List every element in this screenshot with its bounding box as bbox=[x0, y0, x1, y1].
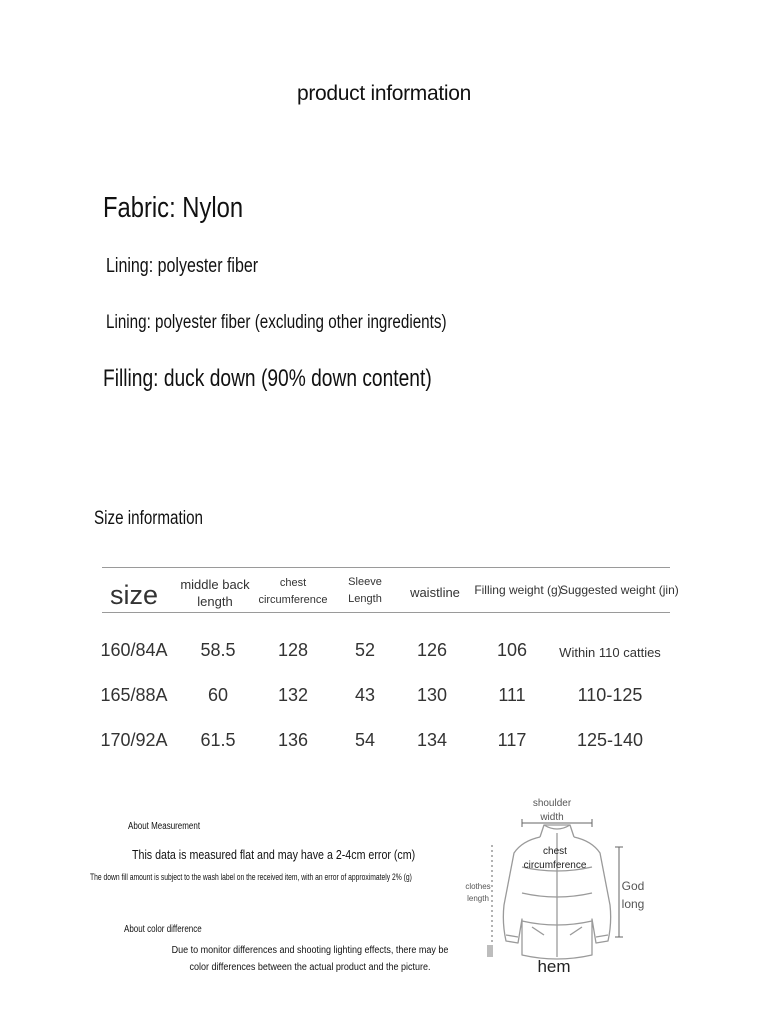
column-header-back-length-line2: length bbox=[197, 594, 233, 609]
cell-filling-weight: 106 bbox=[496, 640, 528, 660]
measurement-note bbox=[132, 847, 477, 862]
table-header-rule bbox=[102, 612, 670, 613]
figure-chest-label bbox=[520, 845, 590, 873]
cell-waistline: 130 bbox=[416, 685, 448, 705]
cell-size: 170/92A bbox=[100, 730, 168, 750]
cell-back-length: 61.5 bbox=[200, 730, 236, 750]
filling-text: Filling: duck down (90% down content) bbox=[103, 365, 432, 392]
column-header-waistline: waistline bbox=[410, 585, 460, 600]
cell-suggested-weight: Within 110 catties bbox=[559, 645, 661, 660]
cell-suggested-weight: 110-125 bbox=[577, 685, 643, 705]
figure-chest-line1: chest bbox=[543, 846, 567, 857]
about-measurement-text: About Measurement bbox=[128, 821, 201, 832]
cell-sleeve: 43 bbox=[354, 685, 376, 705]
figure-god-line2: long bbox=[621, 897, 645, 911]
column-header-back-length bbox=[176, 576, 254, 610]
size-heading bbox=[94, 508, 230, 530]
lining-text: Lining: polyester fiber bbox=[106, 255, 259, 277]
cell-back-length: 58.5 bbox=[200, 640, 236, 660]
lining-line bbox=[106, 255, 296, 278]
cell-chest: 132 bbox=[277, 685, 309, 705]
color-note: Due to monitor differences and shooting lighting effects, there may be color differences between the actual product and the picture. bbox=[171, 945, 449, 973]
about-color-label bbox=[124, 924, 221, 935]
column-header-sleeve-line2: Length bbox=[348, 593, 382, 605]
cell-size: 160/84A bbox=[100, 640, 168, 660]
cell-waistline: 126 bbox=[416, 640, 448, 660]
cell-waistline: 134 bbox=[416, 730, 448, 750]
cell-sleeve: 52 bbox=[354, 640, 376, 660]
jacket-measurement-figure bbox=[462, 795, 652, 985]
figure-shoulder-label bbox=[522, 798, 582, 823]
filling-line bbox=[103, 365, 514, 393]
lining-detail-text: Lining: polyester fiber (excluding other ingredients) bbox=[106, 312, 447, 333]
figure-shoulder-line1: shoulder bbox=[532, 798, 572, 809]
figure-clothes-length-label bbox=[462, 881, 494, 905]
column-header-sleeve-line1: Sleeve bbox=[348, 576, 382, 588]
lining-detail-line bbox=[106, 312, 532, 334]
column-header-size: size bbox=[109, 580, 158, 610]
cell-chest: 128 bbox=[277, 640, 309, 660]
cell-filling-weight: 117 bbox=[497, 730, 527, 750]
down-fill-note-text: The down fill amount is subject to the wash label on the received item, with an error of approximately 2% (g) bbox=[90, 872, 412, 882]
column-header-filling-weight: Filling weight (g) bbox=[474, 583, 562, 597]
figure-shoulder-line2: width bbox=[540, 812, 564, 823]
table-top-rule bbox=[102, 567, 670, 568]
figure-clothes-line1: clothes bbox=[465, 882, 491, 891]
fabric-line bbox=[103, 192, 274, 225]
column-header-back-length-line1: middle back bbox=[180, 577, 250, 592]
figure-hem-label: hem bbox=[537, 957, 571, 976]
column-header-chest-line1: chest bbox=[279, 577, 307, 589]
cell-chest: 136 bbox=[277, 730, 309, 750]
size-heading-text: Size information bbox=[94, 508, 203, 529]
measurement-note-text: This data is measured flat and may have a 2-4cm error (cm) bbox=[132, 847, 416, 862]
cell-sleeve: 54 bbox=[354, 730, 376, 750]
figure-god-line1: God bbox=[621, 879, 645, 893]
page-title: product information bbox=[296, 82, 472, 105]
cell-back-length: 60 bbox=[207, 685, 229, 705]
down-fill-note bbox=[90, 872, 519, 882]
figure-clothes-line2: length bbox=[467, 894, 489, 903]
column-header-chest-line2: circumference bbox=[258, 594, 328, 606]
column-header-suggested-weight: Suggested weight (jin) bbox=[560, 583, 679, 597]
cell-filling-weight: 111 bbox=[498, 685, 526, 705]
cell-suggested-weight: 125-140 bbox=[576, 730, 644, 750]
about-color-text: About color difference bbox=[124, 924, 202, 935]
figure-chest-line2: circumference bbox=[523, 860, 587, 871]
column-header-sleeve bbox=[338, 574, 392, 608]
column-header-chest bbox=[258, 575, 328, 609]
fabric-text: Fabric: Nylon bbox=[103, 192, 244, 224]
about-measurement-label bbox=[128, 821, 218, 832]
cell-size: 165/88A bbox=[100, 685, 168, 705]
figure-god-long-label bbox=[620, 877, 646, 913]
